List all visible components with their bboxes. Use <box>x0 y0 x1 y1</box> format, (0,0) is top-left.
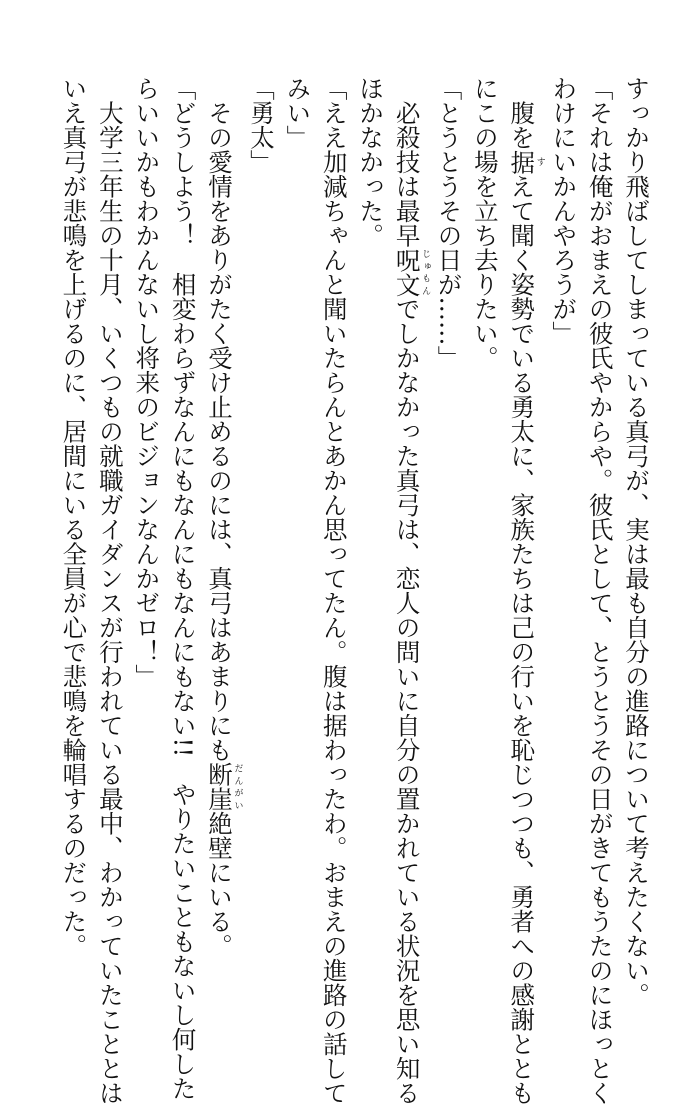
ruby-reading: だんがい <box>232 762 243 811</box>
text-line: ほかなかった。 <box>356 76 386 248</box>
text-line: にこの場を立ち去りたい。 <box>470 76 500 370</box>
text-line: わけにいかんやろうが」 <box>549 76 579 346</box>
text-line: みい」 <box>283 76 313 150</box>
text-line-with-ruby: 腹を据すえて聞く姿勢でいる勇太に、家族たちは己の行いを恥じつつも、勇者への感謝ととも <box>507 76 545 1105</box>
ruby-reading: じゅもん <box>420 247 431 297</box>
text-line: 「ええ加減ちゃんと聞いたらんとあかん思ってたん。腹は据わったわ。おまえの進路の話して <box>319 76 349 1105</box>
vertical-text-block <box>55 76 654 1105</box>
text-line: 「とうとうその日が……」 <box>434 76 464 370</box>
ruby-reading: す <box>534 149 545 174</box>
text-line: 「どうしよう！ 相変わらずなんにもなんにもなんにもない!! やりたいこともないし何した <box>168 76 198 1101</box>
text-line-with-ruby: その愛情をありがたく受け止めるのには、真弓はあまりにも断崖だんがい絶壁にいる。 <box>205 76 243 958</box>
ruby-annotation: 断崖だんがい <box>205 762 243 811</box>
text-line-with-ruby: 必殺技は最早呪文じゅもんでしかなかった真弓は、恋人の問いに自分の置かれている状況を思い知る <box>392 76 431 1105</box>
text-line: らいいかもわかんないし将来のビジョンなんかゼロ！」 <box>132 76 162 689</box>
ruby-annotation: 呪文じゅもん <box>392 247 431 297</box>
text-line: 「それは俺がおまえの彼氏やからや。彼氏として、とうとうその日がきてもうたのにほっとく <box>585 76 615 1105</box>
text-line: 大学三年生の十月、いくつもの就職ガイダンスが行われている最中、わかっていたこととは <box>95 76 125 1105</box>
ruby-annotation: 据す <box>507 149 545 174</box>
text-line: 「勇太」 <box>246 76 276 174</box>
text-line: すっかり飛ばしてしまっている真弓が、実は最も自分の進路について考えたくない。 <box>622 76 651 1007</box>
text-line: いえ真弓が悲鳴を上げるのに、居間にいる全員が心で悲鳴を輪唱するのだった。 <box>59 76 89 958</box>
